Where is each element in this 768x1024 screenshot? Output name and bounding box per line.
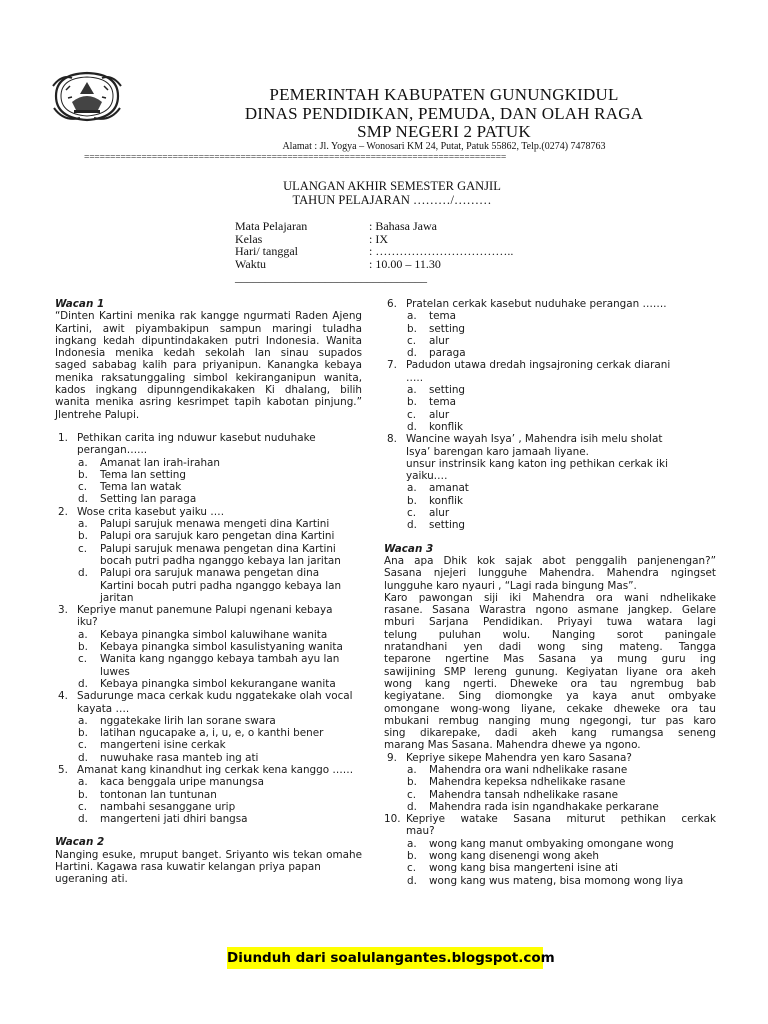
field-value-subject: : Bahasa Jawa (369, 219, 437, 233)
passage-line: rasane. Sasana Warastra ngono asmane jangkep. Gelare (384, 604, 716, 617)
field-value-class: : IX (369, 231, 388, 246)
option: c. Mahendra tansah ndhelikake rasane (407, 788, 619, 801)
question-6 (384, 298, 716, 310)
wacan-1-title: Wacan 1 (55, 298, 105, 310)
option: a. Amanat lan irah-irahan (78, 456, 220, 469)
passage-line: mburi Sarjana Pendidikan. Priyayi tuwa watara lagi (384, 616, 716, 629)
question-text: kayata …. (77, 702, 130, 715)
passage-line: lungguhe karo nyauri , “Lagi rada bingung Mas”. (384, 579, 637, 592)
passage-line: ingkang kedah dipuntindakaken putri Indonesia. Wanita (55, 334, 362, 347)
passage-line: Sasana njejeri lungguhe Mahendra. Mahendra ngingset (384, 567, 716, 580)
exam-info (235, 219, 535, 282)
passage-line: marang Mas Sasana. Mahendra dhewe ya ngono. (384, 739, 641, 752)
exam-title: ULANGAN AKHIR SEMESTER GANJIL (283, 179, 501, 193)
question-text: Sadurunge maca cerkak kudu nggatekake olah vocal (77, 690, 353, 703)
passage-line: Hartini. Kagawa rasa kuwatir kelangan priya papan (55, 861, 321, 874)
option: c. alur (407, 334, 450, 347)
option: a. wong kang manut ombyaking omongane wong (407, 837, 674, 850)
wacan-2-title: Wacan 2 (55, 836, 105, 849)
passage-line: sing dikarepake, dadi akeh kang rumangsa seneng (384, 727, 716, 740)
option: d. wong kang wus mateng, bisa momong wong liya (407, 874, 684, 887)
option: c. nambahi sesanggane urip (78, 800, 236, 813)
passage-line: nratandhani yen dadi wong sing mateng. Tangga (384, 641, 716, 654)
question-text: Kepriye manut panemune Palupi ngenani kebaya (77, 604, 333, 617)
question-number: 6. (387, 298, 397, 310)
question-text: Kepriye watake Sasana miturut pethikan cerkak (406, 813, 716, 826)
question-text: Pratelan cerkak kasebut nuduhake perangan ……. (406, 298, 667, 310)
wacan-2-passage (55, 849, 362, 886)
option: d. Palupi ora sarujuk manawa pengetan dina Kartini bocah putri padha nganggo kebaya lan jaritan (78, 567, 342, 604)
question-text: yaiku…. (406, 470, 448, 483)
question-9 (384, 752, 716, 764)
field-label-class: Kelas (235, 231, 263, 246)
field-value-date: : …………………………….. (369, 244, 514, 259)
option: b. Palupi ora sarujuk karo pengetan dina Kartini (78, 530, 335, 543)
question-text: unsur instrinsik kang katon ing pethikan cerkak iki (406, 457, 668, 470)
question-text: Wose crita kasebut yaiku …. (77, 505, 224, 518)
question-number: 7. (387, 359, 397, 372)
letterhead-separator: ================================================================================= (84, 152, 507, 163)
option: b. Mahendra kepeksa ndhelikake rasane (407, 776, 626, 789)
option: c. Wanita kang nganggo kebaya tambah ayu lan luwes (78, 653, 340, 678)
passage-line: Nanging esuke, mruput banget. Sriyanto wis tekan omahe (55, 848, 362, 861)
letterhead-school: SMP NEGERI 2 PATUK (357, 122, 531, 141)
option: a. kaca benggala uripe manungsa (78, 776, 264, 789)
option: a. nggatekake lirih lan sorane swara (78, 714, 276, 727)
passage-line: saged sababag kalih para priyanipun. Kanangka kebaya (55, 359, 362, 372)
question-text: Pethikan carita ing nduwur kasebut nuduhake (77, 431, 316, 444)
passage-line: Jlentrehe Palupi. (55, 408, 140, 421)
question-text: Amanat kang kinandhut ing cerkak kena kanggo …… (77, 763, 354, 776)
passage-line: Kartini, awit piyambakipun sampun maringi tuladha (55, 322, 362, 335)
question-text: iku? (77, 616, 98, 629)
option: c. alur (407, 507, 450, 520)
question-text: Kepriye sikepe Mahendra yen karo Sasana? (406, 751, 632, 764)
question-number: 1. (58, 431, 68, 444)
question-text: Isya’ barengan karo jamaah liyane. (406, 445, 589, 458)
option: b. tema (407, 396, 456, 409)
question-number: 8. (387, 433, 397, 446)
passage-line: Karo pawongan siji iki Mahendra ora wani ndhelikake (384, 591, 716, 604)
option: d. Kebaya pinangka simbol kekurangane wanita (78, 677, 336, 690)
question-10 (384, 813, 716, 838)
option: a. setting (407, 384, 466, 397)
field-value-time: : 10.00 – 11.30 (369, 257, 441, 272)
passage-line: Ana apa Dhik kok sajak abot penggalih panjenengan?” (384, 554, 716, 567)
question-1 (55, 432, 362, 457)
question-7 (384, 359, 716, 384)
letterhead-department: DINAS PENDIDIKAN, PEMUDA, DAN OLAH RAGA (244, 104, 644, 123)
option: c. alur (407, 408, 450, 421)
left-column (55, 298, 362, 886)
question-text: Wancine wayah Isya’ , Mahendra isih melu sholat (406, 433, 663, 446)
option: c. Tema lan watak (78, 481, 182, 494)
passage-line: teparone ngertine Mas Sasana ya mung guru ing (384, 653, 716, 666)
passage-line: telung puluhan wolu. Nanging sorot paningale (384, 628, 716, 641)
question-2 (55, 506, 362, 518)
option: a. amanat (407, 482, 469, 495)
question-text: perangan…... (77, 444, 148, 457)
option: c. wong kang bisa mangerteni isine ati (407, 862, 618, 875)
field-label-time: Waktu (235, 257, 267, 272)
option: b. setting (407, 322, 466, 335)
passage-line: wong kang ngerti. Dheweke ora tau ngrembug bab (384, 677, 716, 690)
option: b. Tema lan setting (78, 468, 186, 481)
option: d. Mahendra rada isin ngandhakake perkarane (407, 800, 659, 813)
option: b. latihan ngucapake a, i, u, e, o kanthi bener (78, 727, 324, 740)
passage-line: ugeraning ati. (55, 873, 128, 886)
option: d. Setting lan paraga (78, 493, 197, 506)
info-underline: ________________________________ (235, 269, 427, 284)
option: a. tema (407, 310, 456, 323)
option: a. Palupi sarujuk menawa mengeti dina Kartini (78, 518, 330, 531)
option: c. Palupi sarujuk menawa pengetan dina Kartini bocah putri padha nganggo kebaya lan jaritan (78, 542, 341, 567)
option: d. konflik (407, 420, 464, 433)
option: a. Kebaya pinangka simbol kaluwihane wanita (78, 628, 328, 641)
option: d. mangerteni jati dhiri bangsa (78, 813, 248, 826)
wacan-3-title: Wacan 3 (384, 542, 434, 555)
question-number: 5. (58, 763, 68, 776)
passage-line: “Dinten Kartini menika rak kangge ngurmati Raden Ajeng (55, 310, 362, 323)
right-column (384, 298, 716, 887)
passage-line: kegiyatane. Sing diomongke ya kaya anut ombyake (384, 690, 716, 703)
option: a. Mahendra ora wani ndhelikake rasane (407, 763, 628, 776)
field-label-date: Hari/ tanggal (235, 244, 298, 259)
passage-line: menika raksatunggaling simbol kekiranganipun wanita, (55, 371, 362, 384)
field-label-subject: Mata Pelajaran (235, 219, 308, 233)
option: d. setting (407, 519, 466, 532)
exam-year: TAHUN PELAJARAN ………/……… (292, 193, 492, 207)
option: b. tontonan lan tuntunan (78, 788, 217, 801)
option: c. mangerteni isine cerkak (78, 739, 226, 752)
question-8 (384, 433, 716, 482)
question-3 (55, 604, 362, 629)
question-number: 10. (384, 813, 401, 826)
question-number: 4. (58, 690, 68, 703)
passage-line: Indonesia menika kedah sekolah lan sinau supados (55, 347, 362, 360)
download-source-text[interactable]: Diunduh dari soalulangantes.blogspot.com (227, 950, 555, 966)
wacan-3-passage (384, 555, 716, 752)
question-5 (55, 764, 362, 776)
passage-line: mbukani rembug nanging mung ngegongi, tur pas karo (384, 714, 716, 727)
question-number: 2. (58, 505, 68, 518)
question-number: 3. (58, 604, 68, 617)
question-text: mau? (406, 825, 435, 838)
passage-line: kados ingkang dipunngendikakaken Ki dhalang, bilih (55, 384, 362, 397)
passage-line: wanita menika asring kesrimpet tapih kabotan pinjung.” (55, 396, 362, 409)
letterhead-address: Alamat : Jl. Yogya – Wonosari KM 24, Putat, Patuk 55862, Telp.(0274) 7478763 (282, 141, 606, 152)
question-4 (55, 690, 362, 715)
option: b. konflik (407, 494, 464, 507)
option: b. wong kang disenengi wong akeh (407, 850, 599, 863)
passage-line: omongane wong-wong liyane, cekake dheweke ora tau (384, 702, 716, 715)
passage-line: sawijining SMP lereng gunung. Kegiyatan liyane ora akeh (384, 665, 716, 678)
download-source-banner[interactable] (227, 947, 555, 969)
wacan-1-passage (55, 310, 362, 421)
option: b. Kebaya pinangka simbol kasulistyaning wanita (78, 641, 343, 654)
question-text: ….. (406, 371, 423, 384)
question-number: 9. (387, 751, 397, 764)
question-text: Padudon utawa dredah ingsajroning cerkak diarani (406, 359, 671, 372)
option: d. paraga (407, 347, 466, 360)
letterhead-government: PEMERINTAH KABUPATEN GUNUNGKIDUL (269, 85, 619, 104)
option: d. nuwuhake rasa manteb ing ati (78, 751, 259, 764)
